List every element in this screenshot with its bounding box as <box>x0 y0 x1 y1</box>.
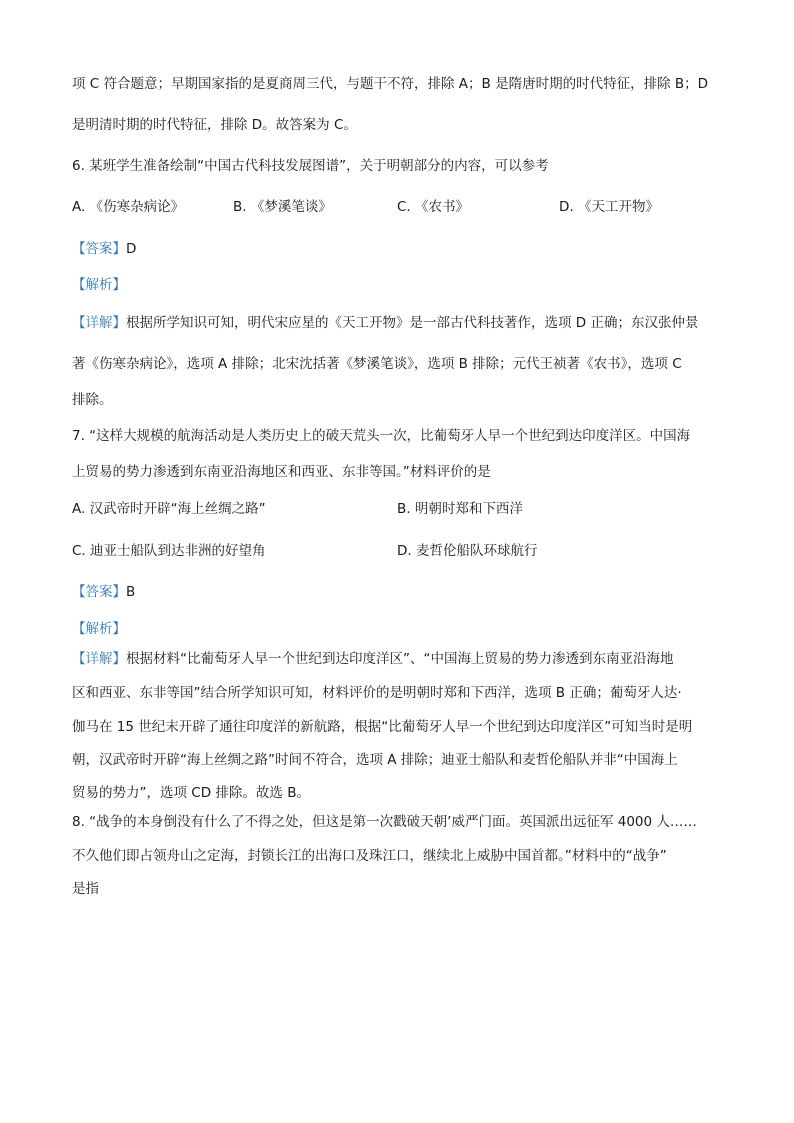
q7-detail-line: 区和西亚、东非等国”结合所学知识可知，材料评价的是明朝时郑和下西洋，选项 B 正确；葡萄牙人达· <box>72 685 682 701</box>
q7-option-b: B. 明朝时郑和下西洋 <box>397 501 523 517</box>
q7-answer <box>72 583 135 601</box>
q6-detail-line <box>72 314 698 332</box>
q7-option-a: A. 汉武帝时开辟“海上丝绸之路” <box>72 501 266 517</box>
q7-option-d: D. 麦哲伦船队环球航行 <box>397 543 538 559</box>
paragraph-line: 是明清时期的时代特征，排除 D。故答案为 C。 <box>72 117 357 133</box>
detail-text: 根据所学知识可知，明代宋应星的《天工开物》是一部古代科技著作，选项 D 正确；东汉张仲景 <box>126 315 699 331</box>
detail-tag: 【详解】 <box>72 315 126 331</box>
q6-option-b: B. 《梦溪笔谈》 <box>233 199 332 215</box>
question-8-stem: 是指 <box>72 881 99 897</box>
question-7-stem: 上贸易的势力渗透到东南亚沿海地区和西亚、东非等国。”材料评价的是 <box>72 464 491 480</box>
q6-detail-line: 排除。 <box>72 392 113 408</box>
q7-option-c: C. 迪亚士船队到达非洲的好望角 <box>72 543 266 559</box>
q6-option-a: A. 《伤寒杂病论》 <box>72 199 185 215</box>
q6-option-c: C. 《农书》 <box>397 199 470 215</box>
q7-detail-line: 朝，汉武帝时开辟“海上丝绸之路”时间不符合，选项 A 排除；迪亚士船队和麦哲伦船队并非“中国海上 <box>72 752 678 768</box>
answer-value: D <box>126 241 137 257</box>
q7-detail-line: 伽马在 15 世纪末开辟了通往印度洋的新航路，根据“比葡萄牙人早一个世纪到达印度洋区”可知当时是明 <box>72 719 693 735</box>
detail-text: 根据材料“比葡萄牙人早一个世纪到达印度洋区”、“中国海上贸易的势力渗透到东南亚沿海地 <box>126 651 674 667</box>
question-7-stem: 7. “这样大规模的航海活动是人类历史上的破天荒头一次，比葡萄牙人早一个世纪到达印度洋区。中国海 <box>72 428 691 444</box>
q7-detail-line <box>72 650 673 668</box>
answer-tag: 【答案】 <box>72 584 126 600</box>
q7-detail-line: 贸易的势力”，选项 CD 排除。故选 B。 <box>72 785 310 801</box>
question-8-stem: 8. “战争的本身倒没有什么了不得之处，但这是第一次戳破天朝’威严门面。英国派出远征军 4000 人…… <box>72 814 697 830</box>
detail-tag: 【详解】 <box>72 651 126 667</box>
q6-answer <box>72 240 136 258</box>
question-8-stem: 不久他们即占领舟山之定海，封锁长江的出海口及珠江口，继续北上威胁中国首都。”材料中的“战争” <box>72 848 667 864</box>
paragraph-line: 项 C 符合题意；早期国家指的是夏商周三代，与题干不符，排除 A；B 是隋唐时期的时代特征，排除 B；D <box>72 76 709 92</box>
answer-value: B <box>126 584 136 600</box>
answer-tag: 【答案】 <box>72 241 126 257</box>
q6-detail-line: 著《伤寒杂病论》，选项 A 排除；北宋沈括著《梦溪笔谈》，选项 B 排除；元代王祯著《农书》，选项 C <box>72 356 682 372</box>
question-6-stem: 6. 某班学生准备绘制“中国古代科技发展图谱”，关于明朝部分的内容，可以参考 <box>72 158 549 174</box>
q6-analysis-tag: 【解析】 <box>72 277 126 293</box>
q7-analysis-tag: 【解析】 <box>72 621 126 637</box>
q6-option-d: D. 《天工开物》 <box>559 199 659 215</box>
